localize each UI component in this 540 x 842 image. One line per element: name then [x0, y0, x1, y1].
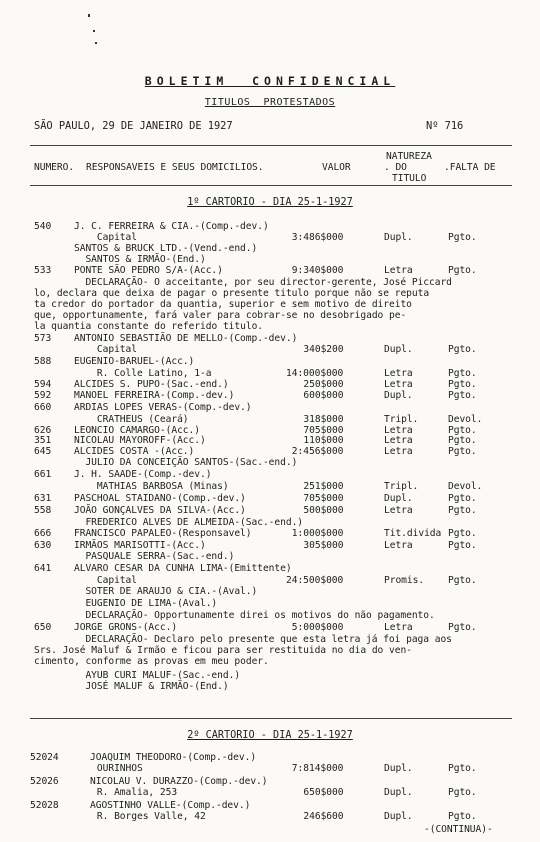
- entry-reason: Pgto.: [448, 265, 477, 276]
- entry-value: 340$200: [303, 344, 344, 355]
- entry-kind: Tripl.: [384, 414, 419, 425]
- entry-value: 1:000$000: [291, 528, 344, 539]
- entry-reason: Devol.: [448, 481, 483, 492]
- entry-text: cimento, conforme as provas em meu poder.: [34, 656, 269, 667]
- entry-kind: Letra: [384, 622, 413, 633]
- entry-reason: Pgto.: [448, 763, 477, 774]
- ink-mark: [95, 42, 97, 44]
- entry-kind: Tripl.: [384, 481, 419, 492]
- entry-number: 592: [34, 390, 52, 401]
- entry-text: SANTOS & BRUCK LTD.-(Vend.-end.): [74, 243, 258, 254]
- col-numero: NUMERO.: [34, 162, 75, 173]
- entry-reason: Pgto.: [448, 622, 477, 633]
- entry-value: 650$000: [303, 787, 344, 798]
- entry-text: ARDIAS LOPES VERAS-(Comp.-dev.): [74, 402, 252, 413]
- bulletin-number: Nº 716: [426, 120, 464, 132]
- entry-text: JORGE GRONS-(Acc.): [74, 622, 178, 633]
- entry-value: 24:500$000: [286, 575, 344, 586]
- entry-text: MATHIAS BARBOSA (Minas): [74, 481, 229, 492]
- entry-number: 650: [34, 622, 52, 633]
- entry-text: FRANCISCO PAPALEO-(Responsavel): [74, 528, 252, 539]
- entry-reason: Pgto.: [448, 505, 477, 516]
- entry-reason: Pgto.: [448, 446, 477, 457]
- entry-text: EUGENIO DE LIMA-(Aval.): [74, 598, 218, 609]
- entry-reason: Pgto.: [448, 232, 477, 243]
- entry-number: 660: [34, 402, 52, 413]
- entry-text: PONTE SÃO PEDRO S/A-(Acc.): [74, 265, 223, 276]
- entry-reason: Devol.: [448, 414, 483, 425]
- entry-text: NICOLAU V. DURAZZO-(Comp.-dev.): [90, 776, 268, 787]
- entry-number: 594: [34, 379, 52, 390]
- entry-kind: Dupl.: [384, 811, 413, 822]
- continua-footer: -(CONTINUA)-: [424, 824, 493, 835]
- entry-number: 558: [34, 505, 52, 516]
- entry-number: 626: [34, 425, 52, 436]
- entry-reason: Pgto.: [448, 575, 477, 586]
- entry-reason: Pgto.: [448, 368, 477, 379]
- entry-number: 52024: [30, 752, 59, 763]
- entry-number: 573: [34, 333, 52, 344]
- entry-reason: Pgto.: [448, 540, 477, 551]
- entry-number: 666: [34, 528, 52, 539]
- declaration-text: DECLARAÇÃO- Declaro pelo presente que esta letra já foi paga aos: [74, 634, 452, 645]
- entry-text: Capital: [74, 575, 137, 586]
- entry-kind: Dupl.: [384, 493, 413, 504]
- entry-text: MANOEL FERREIRA-(Comp.-dev.): [74, 390, 235, 401]
- entry-reason: Pgto.: [448, 390, 477, 401]
- entry-text: ta credor do portador da quantia, superior e sem motivo de direito: [34, 299, 412, 310]
- entry-text: ALCIDES COSTA -(Acc.): [74, 446, 195, 457]
- entry-kind: Letra: [384, 425, 413, 436]
- entry-kind: Letra: [384, 446, 413, 457]
- entry-text: PASQUALE SERRA-(Sac.-end.): [74, 551, 235, 562]
- entry-text: NICOLAU MAYOROFF-(Acc.): [74, 435, 206, 446]
- entry-kind: Tit.divida: [384, 528, 442, 539]
- entry-kind: Letra: [384, 265, 413, 276]
- entry-kind: Dupl.: [384, 787, 413, 798]
- entry-value: 9:340$000: [291, 265, 344, 276]
- col-valor: VALOR: [322, 162, 351, 173]
- entry-kind: Dupl.: [384, 344, 413, 355]
- entry-kind: Dupl.: [384, 232, 413, 243]
- entry-text: JOÃO GONÇALVES DA SILVA-(Acc.): [74, 505, 246, 516]
- date-line: SÃO PAULO, 29 DE JANEIRO DE 1927: [34, 120, 233, 132]
- entry-reason: Pgto.: [448, 344, 477, 355]
- entry-value: 305$000: [303, 540, 344, 551]
- entry-text: EUGENIO-BARUEL-(Acc.): [74, 356, 195, 367]
- entry-text: OURINHOS: [74, 763, 143, 774]
- entry-text: R. Amalia, 253: [74, 787, 178, 798]
- entry-text: CRATHEUS (Ceará): [74, 414, 189, 425]
- entry-reason: Pgto.: [448, 493, 477, 504]
- entry-text: AYUB CURI MALUF-(Sac.-end.): [74, 670, 241, 681]
- entry-value: 246$600: [303, 811, 344, 822]
- entry-reason: Pgto.: [448, 528, 477, 539]
- entry-text: R. Borges Valle, 42: [74, 811, 206, 822]
- entry-text: ALVARO CESAR DA CUNHA LIMA-(Emittente): [74, 563, 292, 574]
- entry-number: 52026: [30, 776, 59, 787]
- entry-value: 3:486$000: [291, 232, 344, 243]
- entry-text: J. H. SAADE-(Comp.-dev.): [74, 469, 212, 480]
- declaration-text: DECLARAÇÃO- O acceitante, por seu director-gerente, José Piccard: [74, 277, 452, 288]
- entry-reason: Pgto.: [448, 425, 477, 436]
- entry-text: J. C. FERREIRA & CIA.-(Comp.-dev.): [74, 221, 269, 232]
- col-falta: .FALTA DE: [444, 162, 496, 173]
- entry-reason: Pgto.: [448, 379, 477, 390]
- entry-kind: Dupl.: [384, 763, 413, 774]
- col-responsaveis: RESPONSAVEIS E SEUS DOMICILIOS.: [86, 162, 264, 173]
- entry-reason: Pgto.: [448, 435, 477, 446]
- entry-kind: Letra: [384, 505, 413, 516]
- entry-value: 5:000$000: [291, 622, 344, 633]
- entry-reason: Pgto.: [448, 787, 477, 798]
- entry-value: 2:456$000: [291, 446, 344, 457]
- entry-value: 110$000: [303, 435, 344, 446]
- entry-number: 540: [34, 221, 52, 232]
- entry-kind: Letra: [384, 435, 413, 446]
- entry-kind: Promis.: [384, 575, 425, 586]
- entry-text: ANTONIO SEBASTIÃO DE MELLO-(Comp.-dev.): [74, 333, 298, 344]
- entry-number: 52028: [30, 800, 59, 811]
- entry-text: IRMÃOS MARISOTTI-(Acc.): [74, 540, 206, 551]
- entry-text: LEONCIO CAMARGO-(Acc.): [74, 425, 200, 436]
- ink-mark: [93, 30, 95, 32]
- entry-kind: Letra: [384, 368, 413, 379]
- entry-value: 14:000$000: [286, 368, 344, 379]
- entry-kind: Dupl.: [384, 390, 413, 401]
- col-natureza-1: NATUREZA: [386, 151, 432, 162]
- section-rule: [30, 718, 512, 719]
- col-natureza-2: . DO: [384, 162, 407, 173]
- entry-number: 645: [34, 446, 52, 457]
- entry-reason: Pgto.: [448, 811, 477, 822]
- declaration-text: DECLARAÇÃO- Opportunamente direi os motivos do não pagamento.: [74, 610, 435, 621]
- entry-text: JOSÉ MALUF & IRMÃO-(End.): [74, 681, 229, 692]
- entry-value: 500$000: [303, 505, 344, 516]
- cartorio-heading: 2º CARTORIO - DIA 25-1-1927: [187, 730, 353, 741]
- col-natureza-3: TITULO: [392, 173, 427, 184]
- entry-text: Capital: [74, 232, 137, 243]
- cartorio-heading: 1º CARTORIO - DIA 25-1-1927: [187, 197, 353, 208]
- entry-value: 7:814$000: [291, 763, 344, 774]
- header-rule-top: [30, 145, 512, 146]
- entry-text: Srs. José Maluf & Irmão e ficou para ser restituida no dia do ven-: [34, 645, 412, 656]
- bulletin-title: BOLETIM CONFIDENCIAL: [144, 74, 396, 88]
- entry-value: 600$000: [303, 390, 344, 401]
- entry-text: Capital: [74, 344, 137, 355]
- entry-text: PASCHOAL STAIDANO-(Comp.-dev.): [74, 493, 246, 504]
- header-rule-bottom: [30, 185, 512, 186]
- entry-value: 251$000: [303, 481, 344, 492]
- entry-number: 661: [34, 469, 52, 480]
- entry-value: 705$000: [303, 425, 344, 436]
- entry-number: 631: [34, 493, 52, 504]
- entry-text: que, opportunamente, fará valer para cobrar-se no desobrigado pe-: [34, 310, 407, 321]
- entry-number: 588: [34, 356, 52, 367]
- entry-number: 351: [34, 435, 52, 446]
- entry-text: AGOSTINHO VALLE-(Comp.-dev.): [90, 800, 251, 811]
- entry-text: la quantia constante do referido titulo.: [34, 321, 264, 332]
- entry-text: JULIO DA CONCEIÇÃO SANTOS-(Sac.-end.): [74, 457, 298, 468]
- entry-text: SANTOS & IRMÃO-(End.): [74, 254, 206, 265]
- entry-text: JOAQUIM THEODORO-(Comp.-dev.): [90, 752, 257, 763]
- entry-value: 250$000: [303, 379, 344, 390]
- entry-text: SOTER DE ARAUJO & CIA.-(Aval.): [74, 586, 258, 597]
- entry-number: 533: [34, 265, 52, 276]
- entry-text: R. Colle Latino, 1-a: [74, 368, 212, 379]
- entry-text: FREDERICO ALVES DE ALMEIDA-(Sac.-end.): [74, 517, 304, 528]
- entry-kind: Letra: [384, 379, 413, 390]
- entry-number: 641: [34, 563, 52, 574]
- entry-number: 630: [34, 540, 52, 551]
- ink-mark: [88, 14, 90, 17]
- bulletin-subtitle: TITULOS PROTESTADOS: [204, 97, 336, 108]
- entry-text: ALCIDES S. PUPO-(Sac.-end.): [74, 379, 229, 390]
- entry-value: 705$000: [303, 493, 344, 504]
- entry-kind: Letra: [384, 540, 413, 551]
- entry-text: lo, declara que deixa de pagar o presente titulo porque não se reputa: [34, 288, 430, 299]
- entry-value: 318$000: [303, 414, 344, 425]
